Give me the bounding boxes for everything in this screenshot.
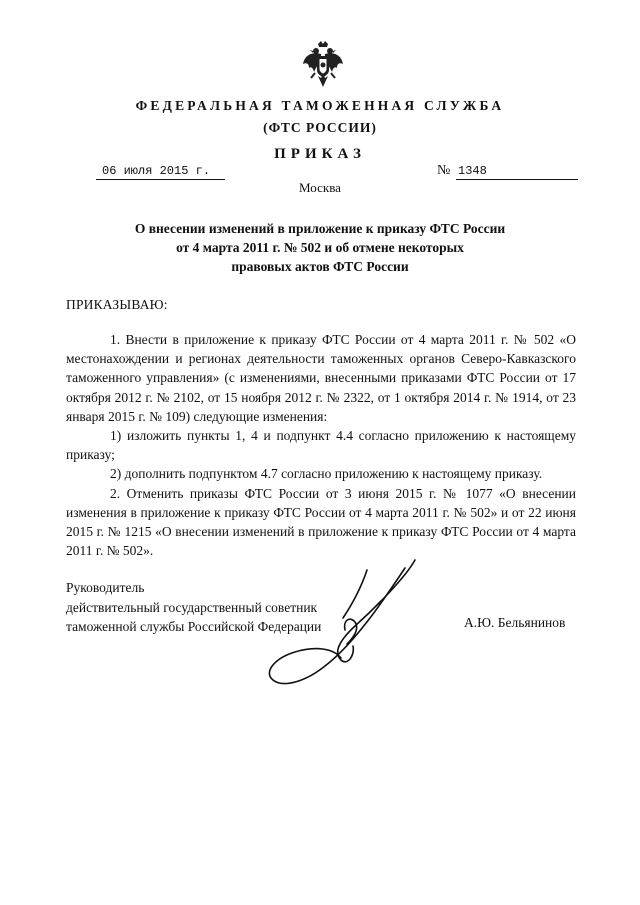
paragraph-1: 1. Внести в приложение к приказу ФТС России от 4 марта 2011 г. № 502 «О местонахождении и регионах деятельности таможенных органов Северо-Кавказского таможенного управления» (с изменениями, внесенными приказами ФТС России от 17 октября 2012 г. № 2102, от 15 ноября 2012 г. № 2322, от 1 октября 2014 г. № 1914, от 23 января 2015 г. № 109) следующие изменения: (66, 332, 576, 424)
signatory-title-line: таможенной службы Российской Федерации (66, 619, 322, 634)
paragraph-2: 2. Отменить приказы ФТС России от 3 июня 2015 г. № 1077 «О внесении изменения в приложение к приказу ФТС России от 4 марта 2011 г. № 502» и от 22 июня 2015 г. № 1215 «О внесении изменений в приложение к приказу ФТС России от 4 марта 2011 г. № 502». (66, 485, 576, 559)
paragraph-1-item-2: 2) дополнить подпунктом 4.7 согласно приложению к настоящему приказу. (110, 466, 543, 482)
paragraph-1-item-1: 1) изложить пункты 1, 4 и подпункт 4.4 согласно приложению к настоящему приказу; (66, 428, 576, 463)
order-verb: ПРИКАЗЫВАЮ: (66, 297, 168, 312)
city: Москва (299, 180, 341, 195)
order-date: 06 июля 2015 г. (96, 163, 225, 180)
number-sign: № (437, 163, 451, 178)
coat-of-arms-eagle-icon (301, 40, 345, 90)
order-body (66, 330, 576, 560)
agency-short-name: (ФТС РОССИИ) (263, 120, 377, 135)
agency-name: ФЕДЕРАЛЬНАЯ ТАМОЖЕННАЯ СЛУЖБА (135, 98, 505, 113)
subject-line: О внесении изменений в приложение к приказу ФТС России (134, 221, 506, 236)
signatory-title-line: Руководитель (66, 580, 145, 595)
order-number: 1348 (456, 163, 578, 180)
signatory-name: А.Ю. Бельянинов (464, 615, 566, 630)
order-subject (0, 219, 640, 276)
document-type: ПРИКАЗ (274, 146, 366, 162)
subject-line: от 4 марта 2011 г. № 502 и об отмене некоторых (176, 240, 464, 255)
signatory-title-line: действительный государственный советник (66, 599, 318, 615)
handwritten-signature (255, 548, 445, 708)
subject-line: правовых актов ФТС России (231, 259, 409, 274)
